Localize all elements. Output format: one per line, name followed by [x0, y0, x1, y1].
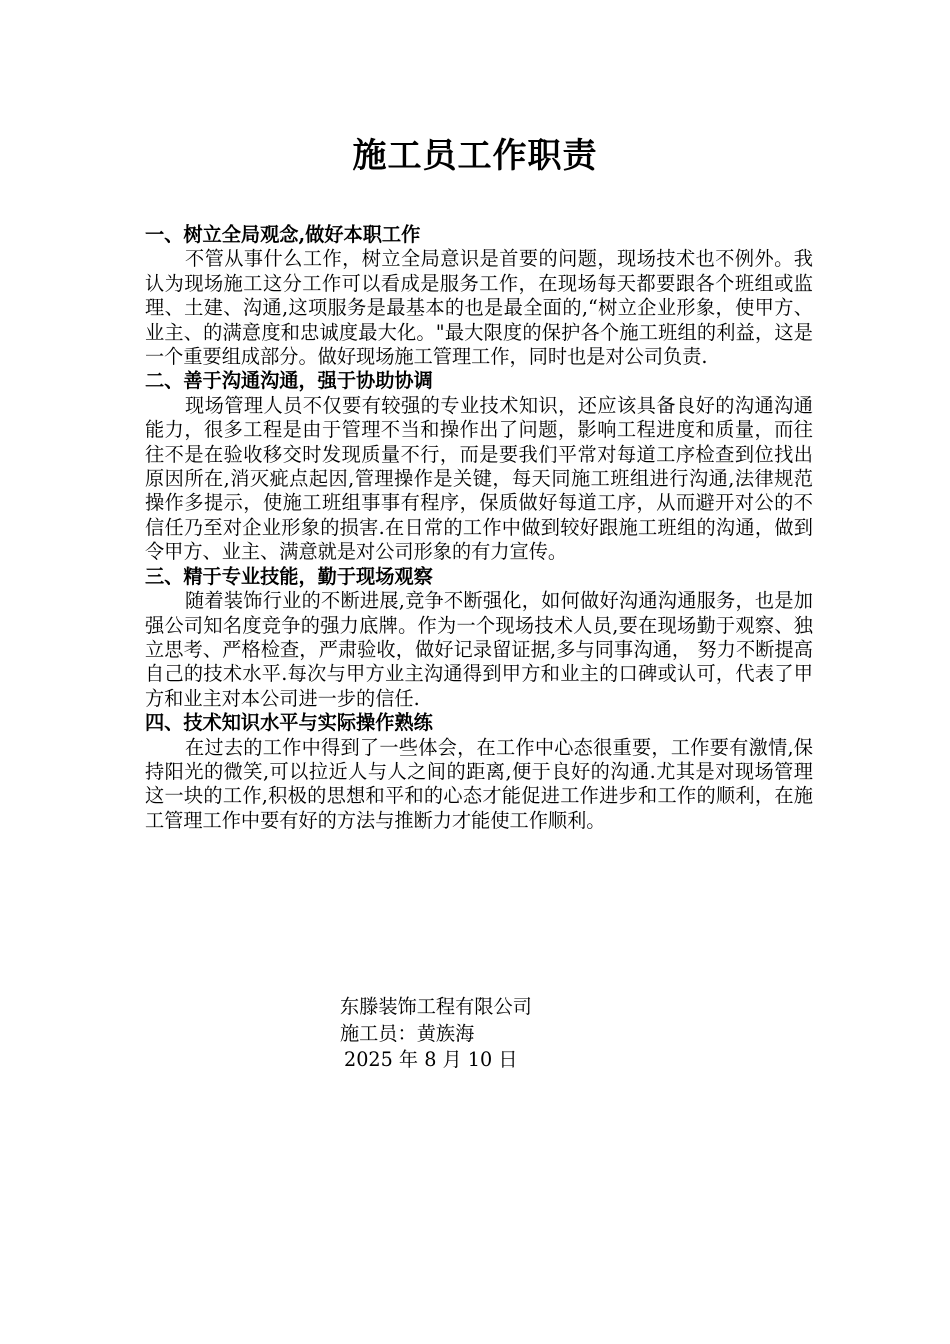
section-1	[145, 223, 813, 369]
section-3	[145, 565, 813, 711]
section-heading: 四、技术知识水平与实际操作熟练	[145, 711, 433, 735]
section-4	[145, 711, 813, 833]
document-title: 施工员工作职责	[352, 136, 598, 176]
section-paragraph: 不管从事什么工作，树立全局意识是首要的问题，现场技术也不例外。我认为现场施工这分工作可以看成是服务工作，在现场每天都要跟各个班组或监理、土建、沟通,这项服务是最基本的也是最全面的,“树立企业形象，使甲方、业主、的满意度和忠诚度最大化。"最大限度的保护各个施工班组的利益，这是一个重要组成部分。做好现场施工管理工作，同时也是对公司负责.	[145, 247, 813, 369]
section-heading: 一、树立全局观念,做好本职工作	[145, 223, 421, 246]
document-body	[145, 223, 813, 833]
section-heading: 二、善于沟通沟通，强于协助协调	[145, 369, 433, 393]
section-paragraph: 在过去的工作中得到了一些体会，在工作中心态很重要，工作要有激情,保持阳光的微笑,可以拉近人与人之间的距离,便于良好的沟通.尤其是对现场管理这一块的工作,积极的思想和平和的心态才能促进工作进步和工作的顺利，在施工管理工作中要有好的方法与推断力才能使工作顺利。	[145, 735, 813, 832]
section-heading: 三、精于专业技能，勤于现场观察	[145, 564, 433, 588]
signature-block	[340, 994, 532, 1074]
signature-company: 东滕装饰工程有限公司	[340, 995, 532, 1018]
section-2	[145, 369, 813, 564]
section-paragraph: 现场管理人员不仅要有较强的专业技术知识，还应该具备良好的沟通沟通能力，很多工程是由于管理不当和操作出了问题，影响工程进度和质量，而往往不是在验收移交时发现质量不行，而是要我们平常对每道工序检查到位找出原因所在,消灭疵点起因,管理操作是关键，每天同施工班组进行沟通,法律规范操作多提示，使施工班组事事有程序，保质做好每道工序，从而避开对公的不信任乃至对企业形象的损害.在日常的工作中做到较好跟施工班组的沟通，做到令甲方、业主、满意就是对公司形象的有力宣传。	[145, 393, 813, 564]
signature-date: 2025 年 8 月 10 日	[344, 1048, 518, 1071]
signature-staff: 施工员：黄族海	[340, 1021, 475, 1045]
section-paragraph: 随着装饰行业的不断进展,竞争不断强化，如何做好沟通沟通服务，也是加强公司知名度竞争的强力底牌。作为一个现场技术人员,要在现场勤于观察、独立思考、严格检查，严肃验收，做好记录留证据,多与同事沟通， 努力不断提高自己的技术水平.每次与甲方业主沟通得到甲方和业主的口碑或认可，代表了甲方和业主对本公司进一步的信任.	[145, 589, 813, 710]
